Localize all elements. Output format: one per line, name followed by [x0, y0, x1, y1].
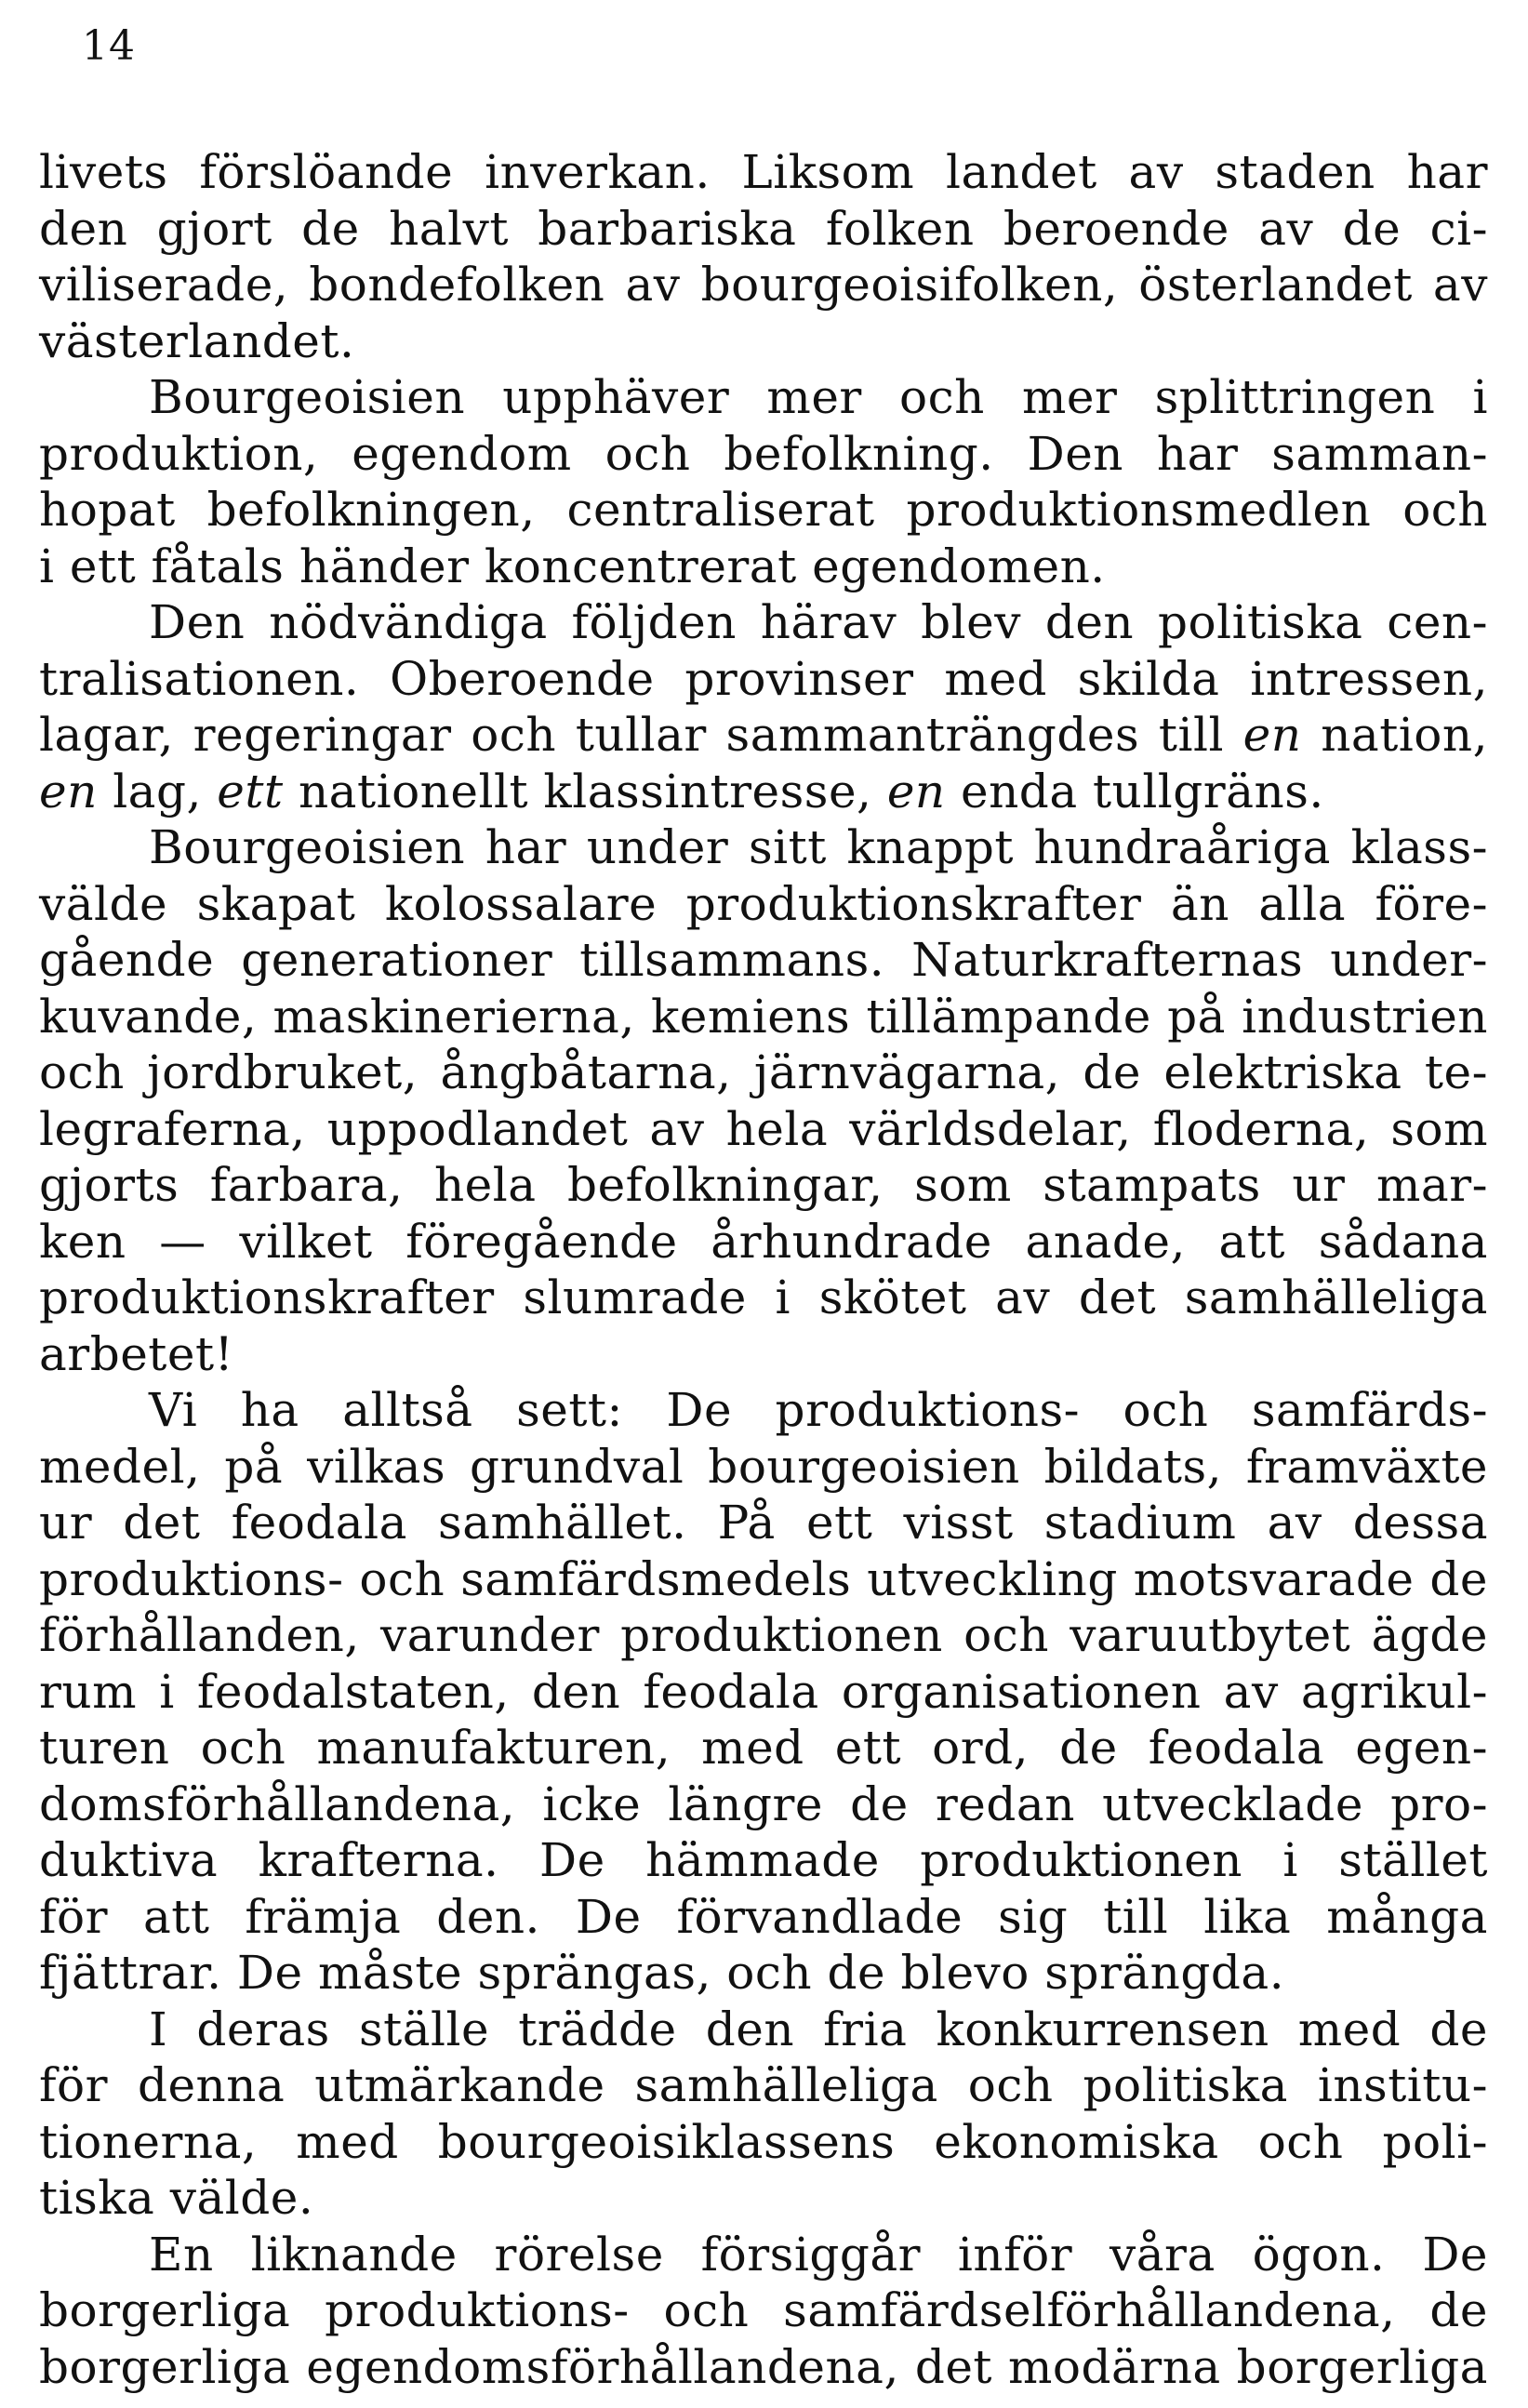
italic-word: en — [39, 764, 98, 818]
text-segment: västerlandet. — [39, 313, 355, 368]
text-line — [39, 2002, 1488, 2058]
text-segment: legraferna, uppodlandet av hela världsdelar, floderna, som — [39, 1101, 1488, 1156]
text-line — [39, 2339, 1488, 2396]
text-line — [39, 1664, 1488, 1721]
text-segment: domsförhållandena, icke längre de redan utvecklade pro- — [39, 1776, 1488, 1831]
text-segment: enda tullgräns. — [945, 764, 1324, 818]
text-segment: turen och manufakturen, med ett ord, de feodala egen- — [39, 1721, 1488, 1775]
text-line — [39, 1326, 1488, 1383]
text-segment: produktion, egendom och befolkning. Den har samman- — [39, 426, 1488, 481]
text-segment: rum i feodalstaten, den feodala organisationen av agrikul- — [39, 1664, 1488, 1719]
text-segment: och jordbruket, ångbåtarna, järnvägarna, de elektriska te- — [39, 1045, 1488, 1099]
text-segment: nationellt klassintresse, — [283, 764, 887, 818]
text-line — [39, 819, 1488, 876]
text-segment: den gjort de halvt barbariska folken beroende av de ci- — [39, 201, 1488, 256]
text-line — [39, 1551, 1488, 1608]
text-segment: fjättrar. De måste sprängas, och de blevo sprängda. — [39, 1946, 1285, 2000]
text-segment: ken — vilket föregående århundrade anade, att sådana — [39, 1214, 1488, 1269]
text-line — [39, 2057, 1488, 2114]
text-segment: kuvande, maskinerierna, kemiens tillämpande på industrien — [39, 989, 1488, 1044]
text-line — [39, 1776, 1488, 1833]
italic-word: ett — [217, 764, 284, 818]
text-line — [39, 2227, 1488, 2283]
text-segment: för att främja den. De förvandlade sig till lika många — [39, 1889, 1488, 1944]
text-line — [39, 1945, 1488, 2002]
text-segment: för denna utmärkande samhälleliga och politiska institu- — [39, 2058, 1488, 2112]
text-line — [39, 1157, 1488, 1214]
text-line — [39, 369, 1488, 426]
text-segment: medel, på vilkas grundval bourgeoisien bildats, framväxte — [39, 1439, 1488, 1494]
text-line — [39, 539, 1488, 595]
text-segment: förhållanden, varunder produktionen och varuutbytet ägde — [39, 1608, 1488, 1662]
text-segment: Vi ha alltså sett: De produktions- och samfärds- — [149, 1383, 1488, 1437]
text-segment: tralisationen. Oberoende provinser med skilda intressen, — [39, 651, 1488, 706]
text-line — [39, 1214, 1488, 1271]
text-line — [39, 707, 1488, 764]
text-line — [39, 876, 1488, 933]
text-segment: borgerliga egendomsförhållandena, det modärna borgerliga — [39, 2339, 1488, 2394]
text-line — [39, 594, 1488, 651]
text-line — [39, 651, 1488, 708]
text-line — [39, 1382, 1488, 1439]
text-line — [39, 1495, 1488, 1551]
text-line — [39, 932, 1488, 989]
text-segment: arbetet! — [39, 1326, 234, 1381]
italic-word: en — [886, 764, 946, 818]
text-line — [39, 144, 1488, 201]
text-segment: livets förslöande inverkan. Liksom landet av staden har — [39, 145, 1488, 199]
text-line — [39, 1270, 1488, 1326]
text-segment: gående generationer tillsammans. Naturkrafternas under- — [39, 933, 1488, 987]
text-segment: viliserade, bondefolken av bourgeoisifolken, österlandet av — [39, 258, 1488, 312]
text-line — [39, 482, 1488, 539]
text-segment: tionerna, med bourgeoisiklassens ekonomiska och poli- — [39, 2114, 1488, 2169]
text-segment: lag, — [97, 764, 218, 818]
text-segment: produktions- och samfärdsmedels utveckling motsvarade de — [39, 1551, 1488, 1606]
text-segment: produktionskrafter slumrade i skötet av det samhälleliga — [39, 1271, 1488, 1324]
text-segment: tiska välde. — [39, 2171, 314, 2225]
text-segment: i ett fåtals händer koncentrerat egendomen. — [39, 539, 1106, 593]
text-line — [39, 1439, 1488, 1496]
text-segment: borgerliga produktions- och samfärdselförhållandena, de — [39, 2283, 1488, 2337]
text-segment: gjorts farbara, hela befolkningar, som stampats ur mar- — [39, 1158, 1488, 1212]
text-line — [39, 1044, 1488, 1101]
text-segment: ur det feodala samhället. På ett visst stadium av dessa — [39, 1496, 1488, 1550]
text-line — [39, 1720, 1488, 1776]
body-text — [39, 144, 1488, 2395]
page-number: 14 — [82, 22, 136, 70]
text-segment: En liknande rörelse försiggår inför våra ögon. De — [149, 2227, 1488, 2282]
text-segment: Bourgeoisien upphäver mer och mer splittringen i — [149, 370, 1488, 424]
text-segment: I deras ställe trädde den fria konkurrensen med de — [149, 2002, 1488, 2056]
text-line — [39, 989, 1488, 1045]
text-segment: duktiva krafterna. De hämmade produktionen i stället — [39, 1833, 1488, 1887]
text-segment: nation, — [1301, 708, 1488, 762]
text-line — [39, 2282, 1488, 2339]
text-segment: Den nödvändiga följden härav blev den politiska cen- — [149, 595, 1488, 649]
text-line — [39, 1101, 1488, 1158]
italic-word: en — [1242, 708, 1302, 762]
text-line — [39, 2170, 1488, 2227]
text-line — [39, 1889, 1488, 1946]
text-line — [39, 1832, 1488, 1889]
text-segment: välde skapat kolossalare produktionskrafter än alla före- — [39, 876, 1488, 931]
text-line — [39, 201, 1488, 258]
text-line — [39, 257, 1488, 313]
text-segment: hopat befolkningen, centraliserat produktionsmedlen och — [39, 483, 1488, 537]
text-line — [39, 313, 1488, 370]
text-line — [39, 2114, 1488, 2171]
text-segment: Bourgeoisien har under sitt knappt hundraåriga klass- — [149, 820, 1488, 874]
text-line — [39, 764, 1488, 820]
text-line — [39, 426, 1488, 483]
text-segment: lagar, regeringar och tullar sammanträngdes till — [39, 708, 1243, 762]
text-line — [39, 1607, 1488, 1664]
